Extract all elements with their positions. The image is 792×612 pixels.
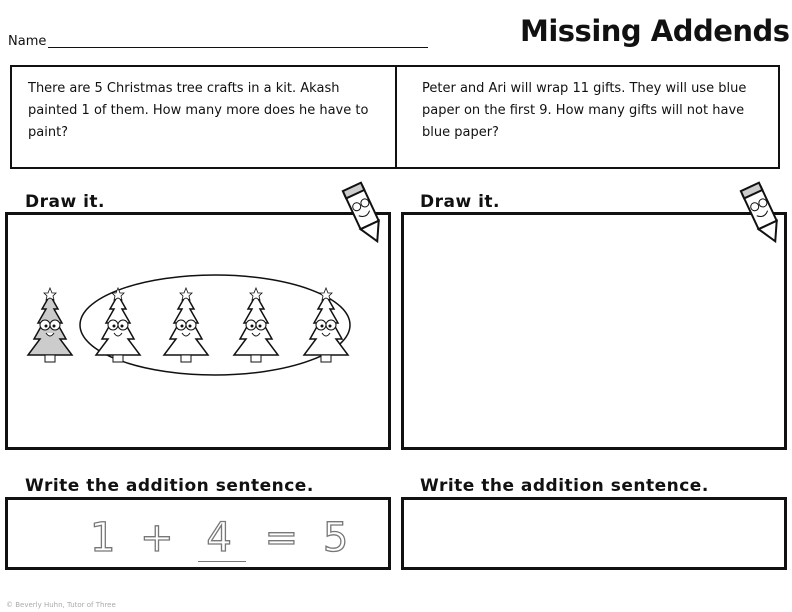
- write-heading-1: Write the addition sentence.: [25, 476, 314, 496]
- tree-icon: [96, 288, 140, 362]
- problem-2-text: Peter and Ari will wrap 11 gifts. They will use blue paper on the first 9. How many gifts will not have blue paper?: [422, 81, 747, 140]
- name-label: Name: [8, 34, 47, 49]
- missing-addend: 4: [198, 515, 245, 562]
- sum: 5: [322, 515, 355, 561]
- tree-icon: [234, 288, 278, 362]
- equals-sign: =: [264, 515, 305, 561]
- name-field[interactable]: [48, 47, 428, 48]
- draw-heading-2: Draw it.: [420, 192, 501, 212]
- problem-1-text: There are 5 Christmas tree crafts in a kit. Akash painted 1 of them. How many more does he have to paint?: [28, 81, 369, 140]
- addition-sentence: [90, 515, 354, 562]
- answer-box-2[interactable]: [401, 497, 787, 570]
- tree-drawing: [8, 215, 386, 441]
- tree-icon: [304, 288, 348, 362]
- problem-divider: [395, 65, 397, 167]
- copyright: © Beverly Huhn, Tutor of Three: [6, 601, 116, 609]
- pencil-icon: [738, 180, 788, 250]
- plus-sign: +: [140, 515, 180, 561]
- write-heading-2: Write the addition sentence.: [420, 476, 709, 496]
- tree-icon: [164, 288, 208, 362]
- tree-icon: [28, 288, 72, 362]
- draw-box-2[interactable]: [401, 212, 787, 450]
- draw-heading-1: Draw it.: [25, 192, 106, 212]
- page-title: Missing Addends: [520, 14, 790, 48]
- addend-1: 1: [90, 515, 122, 561]
